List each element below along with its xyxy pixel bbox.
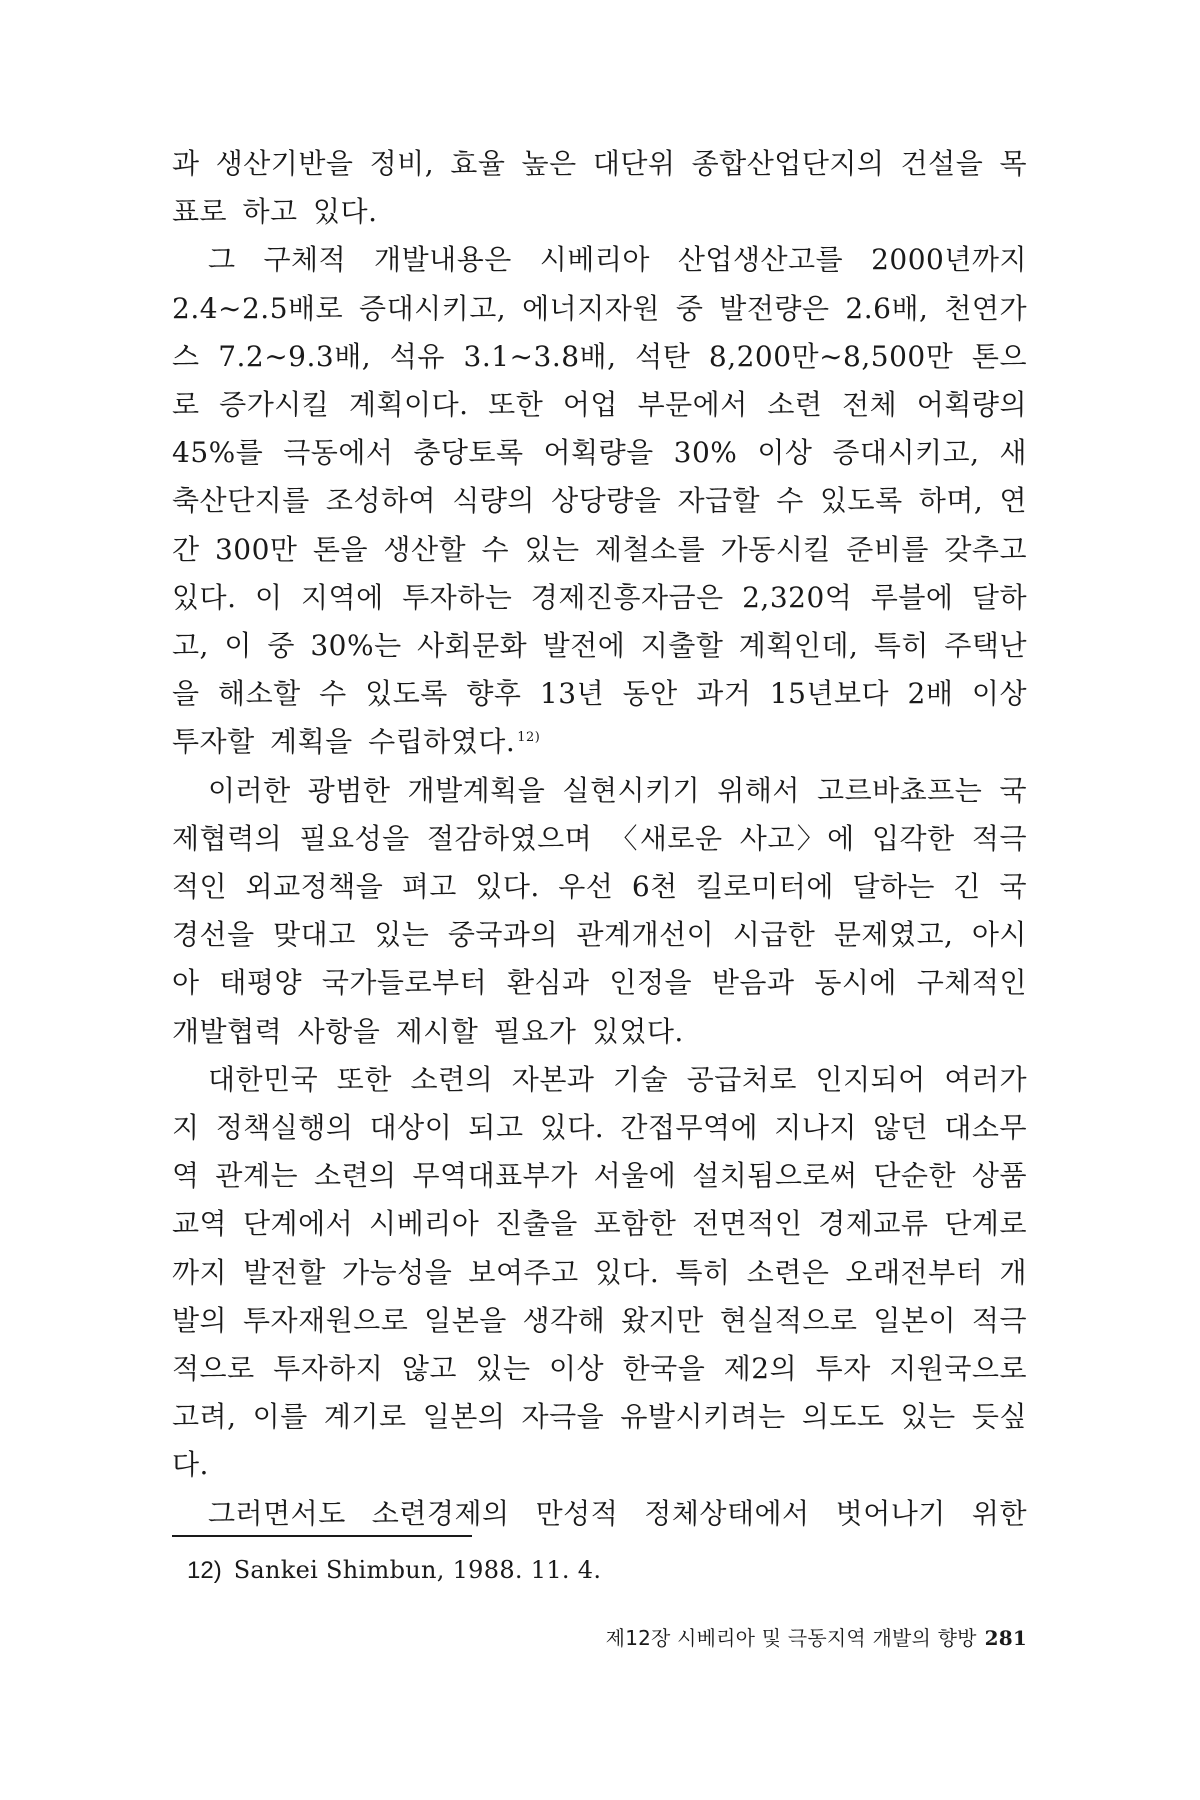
paragraph-text: 이러한 광범한 개발계획을 실현시키기 위해서 고르바쵸프는 국제협력의 필요성을 절감하였으며 〈새로운 사고〉에 입각한 적극적인 외교정책을 펴고 있다. 우선 6천 킬로미터에 달하는 긴 국경선을 맞대고 있는 중국과의 관계개선이 시급한 문제였고, 아시아 태평양 국가들로부터 환심과 인정을 받음과 동시에 구체적인 개발협력 사항을 제시할 필요가 있었다. xyxy=(172,773,1027,1048)
footnote-reference: 12) xyxy=(517,730,541,746)
body-text xyxy=(172,140,1027,1538)
paragraph-truncated xyxy=(172,1490,1027,1538)
paragraph-international-cooperation xyxy=(172,767,1027,1056)
paragraph-korea-relations xyxy=(172,1056,1027,1490)
footnote xyxy=(187,1554,601,1587)
paragraph-continuation xyxy=(172,140,1027,236)
running-footer xyxy=(533,1624,1027,1652)
chapter-title: 제12장 시베리아 및 극동지역 개발의 향방 xyxy=(605,1626,977,1650)
paragraph-development-plan xyxy=(172,236,1027,766)
footnote-divider xyxy=(172,1535,472,1537)
page-number: 281 xyxy=(984,1626,1027,1650)
footnote-number: 12) xyxy=(187,1557,222,1584)
footnote-text: Sankei Shimbun, 1988. 11. 4. xyxy=(233,1556,602,1584)
paragraph-text: 과 생산기반을 정비, 효율 높은 대단위 종합산업단지의 건설을 목표로 하고 있다. xyxy=(172,147,1027,229)
paragraph-text: 그 구체적 개발내용은 시베리아 산업생산고를 2000년까지 2.4∼2.5배로 증대시키고, 에너지자원 중 발전량은 2.6배, 천연가스 7.2∼9.3배, 석유 3.1∼3.8배, 석탄 8,200만∼8,500만 톤으로 증가시킬 계획이다. 또한 어업 부문에서 소련 전체 어획량의 45%를 극동에서 충당토록 어획량을 30% 이상 증대시키고, 새 축산단지를 조성하여 식량의 상당량을 자급할 수 있도록 하며, 연간 300만 톤을 생산할 수 있는 제철소를 가동시킬 준비를 갖추고 있다. 이 지역에 투자하는 경제진흥자금은 2,320억 루블에 달하고, 이 중 30%는 사회문화 발전에 지출할 계획인데, 특히 주택난을 해소할 수 있도록 향후 13년 동안 과거 15년보다 2배 이상 투자할 계획을 수립하였다. xyxy=(172,243,1027,759)
paragraph-text: 대한민국 또한 소련의 자본과 기술 공급처로 인지되어 여러가지 정책실행의 대상이 되고 있다. 간접무역에 지나지 않던 대소무역 관계는 소련의 무역대표부가 서울에 설치됨으로써 단순한 상품교역 단계에서 시베리아 진출을 포함한 전면적인 경제교류 단계로까지 발전할 가능성을 보여주고 있다. 특히 소련은 오래전부터 개발의 투자재원으로 일본을 생각해 왔지만 현실적으로 일본이 적극적으로 투자하지 않고 있는 이상 한국을 제2의 투자 지원국으로 고려, 이를 계기로 일본의 자극을 유발시키려는 의도도 있는 듯싶다. xyxy=(172,1062,1027,1482)
paragraph-text: 그러면서도 소련경제의 만성적 정체상태에서 벗어나기 위한 xyxy=(208,1496,1027,1530)
